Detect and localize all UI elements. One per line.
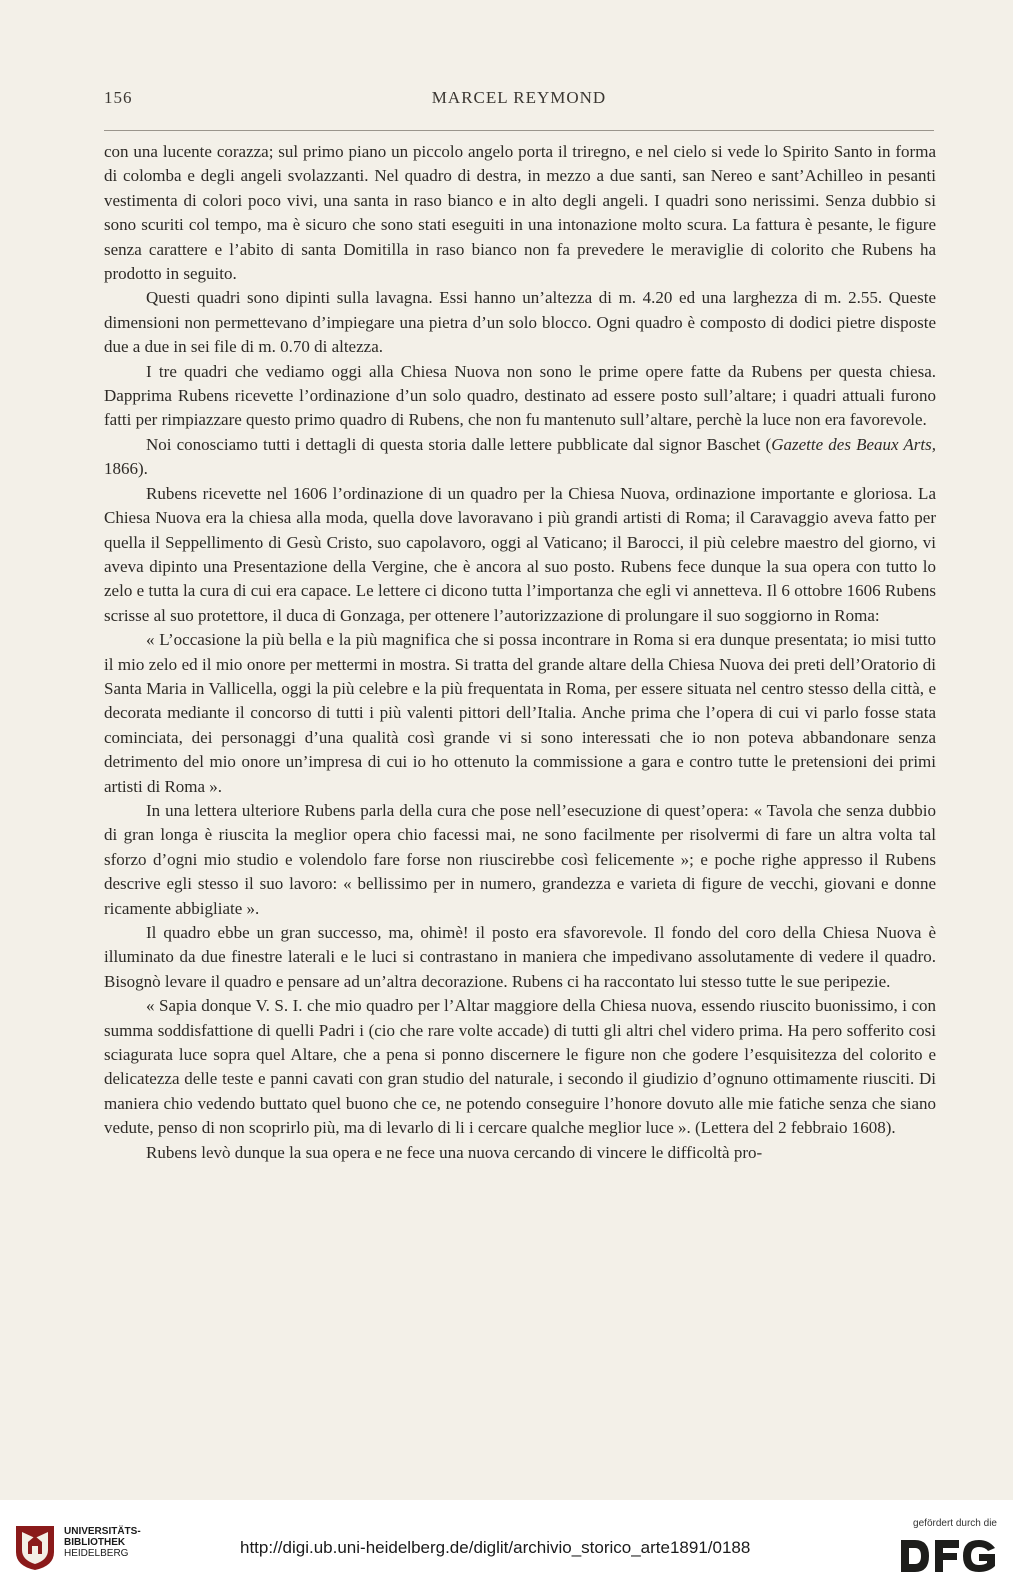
paragraph: « L’occasione la più bella e la più magnifica che si possa incontrare in Roma si era dunque presentata; io misi tutto il mio zelo ed il mio onore per mettermi in mostra. Si tratta del grande altare della Chiesa Nuova dei preti dell’Oratorio di Santa Maria in Vallicella, oggi la più celebre e la più frequentata in Roma, per essere situata nel centro stesso della città, e decorata mediante il concorso di tutti i più valenti pittori dell’Italia. Anche prima che l’opera di cui vi parlo fosse stata cominciata, dei personaggi d’una qualità così grande vi si sono interessati che io non poteva abbandonare senza detrimento del mio onore un’impresa di cui io ho ottenuto la commissione a gara e contro tutte le pretensioni dei primi artisti di Roma ». (104, 630, 936, 796)
paragraph-text: Noi conosciamo tutti i dettagli di questa storia dalle lettere pubblicate dal signor Baschet (146, 434, 761, 454)
paragraph: « Sapia donque V. S. I. che mio quadro per l’Altar maggiore della Chiesa nuova, essendo riuscito buonissimo, i con summa soddisfattione di quelli Padri i (cio che rare volte accade) di tutti gli altri chel videro prima. Ha pero sofferito cosi sciagurata luce sopra quel Altare, che a pena si ponno discernere le figure non che godere l’esquisitezza del colorito e delicatezza delle teste e panni cavati con gran studio del naturale, i secondo il giudizio d’ognuno ottimamente riusciti. Di maniera chio vedendo buttato quel buono che ce, ne potendo conseguire l’honore dovuto alle mie fatiche senza che siano vedute, penso di non scoprirlo più, ma di levarlo di li i cercare qualche meglior luce ». (Lettera del 2 febbraio 1608). (104, 996, 936, 1138)
university-seal-icon (12, 1522, 58, 1572)
citation-open: ( (765, 434, 772, 454)
university-library-name: UNIVERSITÄTS- BIBLIOTHEK HEIDELBERG (64, 1526, 141, 1559)
paragraph: Rubens levò dunque la sua opera e ne fece una nuova cercando di vincere le difficoltà pro- (146, 1142, 763, 1162)
page-number: 156 (104, 88, 133, 107)
paragraph: I tre quadri che vediamo oggi alla Chiesa Nuova non sono le prime opere fatte da Rubens per questa chiesa. Dapprima Rubens ricevette l’ordinazione d’un solo quadro, destinato ad essere posto sull’altare; i quadri attuali furono fatti per rimpiazzare questo primo quadro di Rubens, che non fu mantenuto sull’altare, perchè la luce non era favorevole. (104, 361, 936, 430)
running-head-author: MARCEL REYMOND (431, 88, 607, 107)
header-rule (104, 130, 934, 131)
paragraph: con una lucente corazza; sul primo piano un piccolo angelo porta il triregno, e nel cielo si vede lo Spirito Santo in forma di colomba e degli angeli svolazzanti. Nel quadro di destra, in mezzo a due santi, san Nereo e sant’Achilleo in pesanti vestimenta di colori poco vivi, una santa in raso bianco e in alto degli angeli. I quadri sono nerissimi. Senza dubbio si sono scuriti col tempo, ma è sicuro che sono stati eseguiti in una intonazione molto scura. La fattura è pesante, le figure senza carattere e l’abito di santa Domitilla in raso bianco non fa prevedere le meraviglie di colorito che Rubens ha prodotto in seguito. (104, 142, 936, 284)
citation-rest: 1866). (104, 459, 148, 479)
paragraph-with-citation (104, 433, 936, 482)
funded-by-label: gefördert durch die (913, 1518, 997, 1529)
dfg-logo-icon (897, 1536, 999, 1576)
running-head (104, 88, 934, 110)
body-text (104, 140, 936, 1165)
paragraph: In una lettera ulteriore Rubens parla della cura che pose nell’esecuzione di quest’opera: « Tavola che senza dubbio di gran longa è riuscita la meglior opera chio facessi mai, ne sono facilmente per risolvermi di fare un altra volta tal sforzo d’ogni mio studio e volendolo fare forse non riuscirebbe così felicemente »; e poche righe appresso il Rubens descrive egli stesso il suo lavoro: « bellissimo per in numero, grandezza e varieta di figure de vecchi, giovani e donne ricamente abbigliate ». (104, 800, 936, 918)
paragraph: Questi quadri sono dipinti sulla lavagna. Essi hanno un’altezza di m. 4.20 ed una larghezza di m. 2.55. Queste dimensioni non permettevano d’impiegare una pietra d’un solo blocco. Ogni quadro è composto di dodici pietre disposte due a due in sei file di m. 0.70 di altezza. (104, 288, 936, 357)
digital-library-url[interactable]: http://digi.ub.uni-heidelberg.de/diglit/archivio_storico_arte1891/0188 (240, 1538, 751, 1557)
footer-bar (0, 1500, 1013, 1591)
paragraph: Il quadro ebbe un gran successo, ma, ohimè! il posto era sfavorevole. Il fondo del coro della Chiesa Nuova è illuminato da due finestre laterali e le luci si contrastano in maniera che impedivano assolutamente di vedere il quadro. Bisognò levare il quadro e pensare ad un’altra decorazione. Rubens ci ha raccontato lui stesso tutte le sue peripezie. (104, 923, 936, 991)
citation-title: Gazette des Beaux Arts, (771, 434, 936, 454)
paragraph: Rubens ricevette nel 1606 l’ordinazione di un quadro per la Chiesa Nuova, ordinazione importante e gloriosa. La Chiesa Nuova era la chiesa alla moda, quella dove lavoravano i più grandi artisti di Roma; il Caravaggio aveva fatto per quella il Seppellimento di Gesù Cristo, suo capolavoro, oggi al Vaticano; il Barocci, il più celebre maestro del giorno, vi aveva dipinto una Presentazione della Vergine, che è ancora al suo posto. Rubens fece dunque la sua opera con tutto lo zelo e tutta la cura di cui era capace. Le lettere ci dicono tutta l’importanza che egli vi annetteva. Il 6 ottobre 1606 Rubens scrisse al suo protettore, il duca di Gonzaga, per ottenere l’autorizzazione di prolungare il suo soggiorno in Roma: (104, 483, 936, 625)
